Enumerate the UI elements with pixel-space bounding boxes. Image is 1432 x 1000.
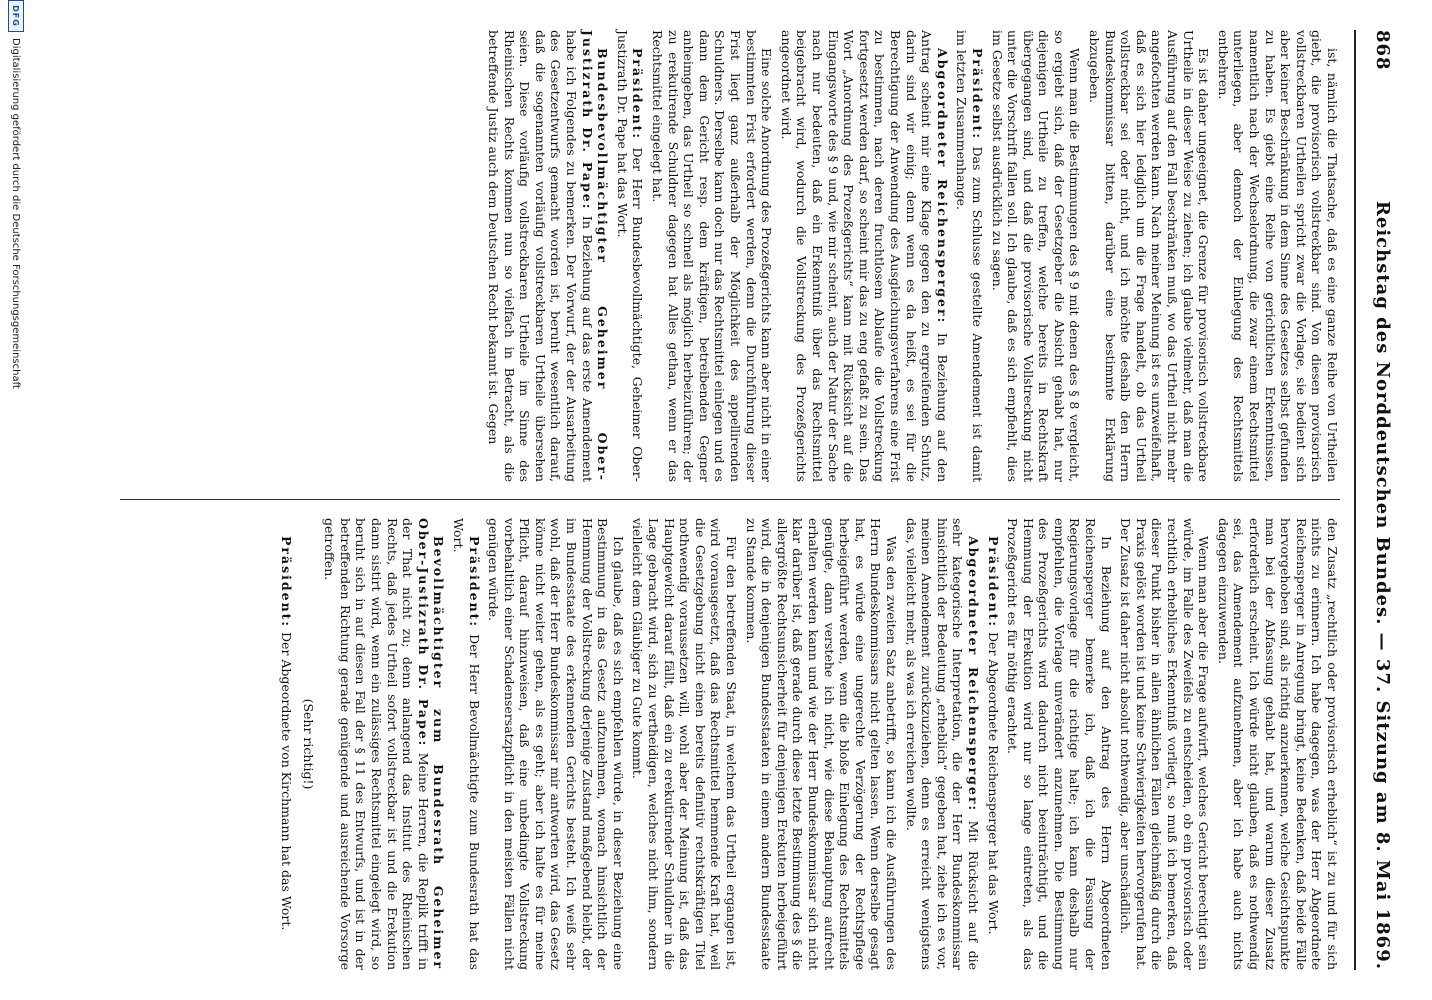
speaker-name: Präsident: <box>279 536 294 629</box>
speaker-paragraph: Präsident: Der Abgeordnete Reichensperger hat das Wort. <box>985 536 1001 935</box>
speaker-paragraph: Präsident: Der Abgeordnete von Kirchmann hat das Wort. <box>279 536 294 931</box>
speaker-name: Abgeordneter Reichensperger: <box>934 48 950 325</box>
speaker-name: Bundesbevollmächtigter Geheimer Ober-Justizrath Dr. Pape: <box>579 30 611 482</box>
page-number: 868 <box>1372 30 1394 71</box>
dfg-logo-icon: DFG <box>8 0 24 32</box>
page-header <box>1354 30 1410 970</box>
paragraph: In Beziehung auf den Antrag des Herrn Abgeordneten Reichensperger bemerke ich, daß ich die Fassung der Regierungsvorlage für die richtige halte; ich kann deshalb nur empfehlen, die Vorlage unverändert anzunehmen. Die Bestimmung des Prozeßgerichts wird dadurch nicht beeinträchtigt, und die Hemmung der Erekution wird nur so lange eintreten, als das Prozeßgericht es für nöthig erachtet. <box>1005 518 1114 970</box>
running-title: Reichstag des Norddeutschen Bundes. — 37. Sitzung am 8. Mai 1869. <box>1372 200 1394 970</box>
speaker-name: Präsident: <box>466 536 482 629</box>
speaker-name: Bevollmächtigter zum Bundesrath Geheimer Ober-Justizrath Dr. Pape: <box>415 518 447 970</box>
paragraph: den Zusatz „rechtlich oder provisorisch erheblich“ ist zu und für sich nichts zu erinnern. Ich habe dagegen, was der Herr Abgeordnete Reichensperger in Anregung bringt, keine Bedenken, daß beide Fälle hervorgehoben sind, als richtig anzuerkennen, welche Gesichtspunkte man bei der Abfassung gehabt hat, und warum dieser Zusatz erforderlich erscheint. Ich würde nicht glauben, daß es nothwendig sei, das Amendement aufzunehmen, aber ich habe auch nichts dagegen einzuwenden. <box>1215 518 1340 970</box>
speaker-paragraph: Abgeordneter Reichensperger: In Beziehung auf den Antrag scheint mir eine Klage gegen den zu ergreifenden Schutz, darin sind wir einig; denn wenn es da heißt, es sei für die Berechtigung der Anwendung des Ausgleichungsverfahrens eine Frist zu bestimmen, nach deren fruchtlosem Ablaufe die Vollstreckung fortgesetzt werden darf, so scheint mir das zu eng gefaßt zu sein. Das Wort „Anordnung des Prozeßgerichts“ kann mit Rücksicht auf die Eingangsworte des § 9 und, wie mir scheint, auch der Natur der Sache nach nur bedeuten, daß ein Erkenntniß über das Rechtsmittel beigebracht wird, wodurch die Vollstreckung des Prozeßgerichts angeordnet wird. <box>778 30 950 482</box>
paragraph: Was den zweiten Satz anbetrifft, so kann ich die Ausführungen des Herrn Bundeskommissars nicht gelten lassen. Wenn derselbe gesagt hat, es würde eine ungerechte Verzögerung der Rechtspflege herbeigeführt werden, wenn die bloße Einlegung des Rechtsmittels genügte, dann verstehe ich nicht, wie diese Behauptung aufrecht erhalten werden kann und wie der Herr Bundeskommissar sich nicht klar darüber ist, daß gerade durch diese letzte Bestimmung des § die allergrößte Rechtsunsicherheit für denjenigen Erekuten herbeigeführt wird, die in denjenigen Bundesstaaten in einem andern Bundesstaate zu Stande kommen. <box>743 518 899 970</box>
speaker-paragraph: Bevollmächtigter zum Bundesrath Geheimer Ober-Justizrath Dr. Pape: Meine Herren, die Replik trifft in der That nicht zu; denn anlangend das Institut des Rheinischen Rechts, daß jedes Urtheil sofort vollstreckbar ist und die Erekution dann sistirt wird, wenn ein zulässiges Rechtsmittel eingelegt wird, so beruht sich in auf diesen Fall der § 11 des Entwurfs, und ist in der betreffenden Richtung gerade genügende und ausreichende Vorsorge getroffen. <box>322 518 447 970</box>
speaker-paragraph: Präsident: Das zum Schlusse gestellte Amendement ist damit im letzten Zusammenhange. <box>954 30 985 482</box>
speaker-paragraph: Präsident: Der Herr Bevollmächtigte zum Bundesrath hat das Wort. <box>450 518 482 970</box>
right-column <box>100 518 1340 970</box>
paragraph: Ich glaube, daß es sich empfehlen würde, in dieser Beziehung eine Bestimmung in das Gesetz aufzunehmen, wonach hinsichtlich der Hemmung der Vollstreckung derjenige Zustand maßgebend bleibt, der im Bundesstaate des erkennenden Gerichts besteht. Ich weiß sehr wohl, daß der Herr Bundeskommissar mir antworten wird, das Gesetz könne nicht weiter gehen, als es geht; aber ich halte es für meine Pflicht, darauf hinzuweisen, daß eine unbedingte Vollstreckung vorbehaltlich einer Schadensersatzpflicht in den meisten Fällen nicht genügen würde. <box>486 518 626 970</box>
speaker-paragraph: Präsident: Der Herr Bundesbevollmächtigte, Geheimer Ober-Justizrath Dr. Pape hat das Wort. <box>614 30 646 482</box>
paragraph: Für den betreffenden Staat, in welchem das Urtheil ergangen ist, wird vorausgesetzt, daß das Rechtsmittel hemmende Kraft hat, weil die Gesetzgebung nicht einen bereits definitiv rechtskräftigen Titel nothwendig voraussetzen will, wohl aber der Meinung ist, daß das Hauptgewicht darauf fällt, daß ein zu erekutirender Schuldner in die Lage gebracht wird, sich zu vertheidigen, welches nicht ihm, sondern vielleicht dem Gläubiger zu Gute kommt. <box>630 518 740 970</box>
digitization-credit <box>5 0 27 1000</box>
speaker-name: Präsident: <box>985 536 1001 629</box>
paragraph: Wenn man aber die Frage aufwirft, welches Gericht berechtigt sein würde, im Falle des Zweifels zu entscheiden, ob ein provisorisch oder rechtlich erhebliches Erkenntniß vorliegt, so muß ich bemerken, daß dieser Punkt bisher in allen ähnlichen Fällen gleichmäßig durch die Praxis gelöst worden ist und keine Schwierigkeiten hervorgerufen hat. Der Zusatz ist daher nicht absolut nothwendig, aber unschädlich. <box>1118 518 1212 970</box>
paragraph: Eine solche Anordnung des Prozeßgerichts kann aber nicht in einer bestimmten Frist erfordert werden, denn die Durchführung dieser Frist liegt ganz außerhalb der Möglichkeit des appellirenden Schuldners. Derselbe kann doch nur das Rechtsmittel einlegen und es dann dem Gericht resp. dem kräftigen, betreibenden Gegner anheimgeben, das Urtheil so schnell als möglich herbeizuführen; der zu erekutirende Schuldner dagegen hat Alles gethan, wenn er das Rechtsmittel eingelegt hat. <box>650 30 775 482</box>
paragraph: Es ist daher ungeeignet, die Grenze für provisorisch vollstreckbare Urtheile in dieser Weise zu ziehen; ich glaube vielmehr, daß man die Ausführung auf den Fall beschränken muß, wo das Urtheil nicht mehr angefochten werden kann. Nach meiner Meinung ist es unzweifelhaft, daß es sich hier lediglich um die Frage handelt, ob das Urtheil vollstreckbar sei oder nicht, und ich möchte deshalb den Herrn Bundeskommissar bitten, darüber eine bestimmte Erklärung abzugeben. <box>1087 30 1212 482</box>
speaker-paragraph: Bundesbevollmächtigter Geheimer Ober-Justizrath Dr. Pape: In Beziehung auf das erste Amendement habe ich Folgendes zu bemerken. Der Vorwurf, der der Ausarbeitung des Gesetzentwurfs gemacht worden ist, beruht wesentlich darauf, daß die sogenannten vorläufig vollstreckbaren Urtheile übersehen seien. Diese vorläufig vollstreckbaren Urtheile im Sinne des Rheinischen Rechts kommen nun so vielfach in Betracht, als die betreffende Justiz auch dem Deutschen Recht bekannt ist. Gegen <box>486 30 611 482</box>
speaker-name: Präsident: <box>630 48 646 141</box>
credit-text: Digitalisierung gefördert durch die Deutsche Forschungsgemeinschaft <box>10 38 22 389</box>
interjection: (Sehr richtig!) <box>300 698 316 790</box>
left-column <box>100 30 1340 482</box>
speaker-paragraph: Abgeordneter Reichensperger: Mit Rücksicht auf die sehr kategorische Interpretation, die der Herr Bundeskommissar hinsichtlich der Bedeutung „erheblich“ gegeben hat, ziehe ich es vor, meinen Amendement zurückzuziehen, denn es erreicht wenigstens das, vielleicht mehr, als was ich erreichen wollte. <box>903 518 981 970</box>
speaker-name: Abgeordneter Reichensperger: <box>965 536 981 813</box>
speaker-name: Präsident: <box>969 48 985 141</box>
paragraph: Wenn man die Bestimmungen des § 9 mit denen des § 8 vergleicht, so ergiebt sich, daß der Gesetzgeber die Absicht gehabt hat, nur diejenigen Urtheile zu treffen, welche bereits in Rechtskraft übergegangen sind, und daß die provisorische Vollstreckung nicht unter die Vorschrift fallen soll. Ich glaube, daß es sich empfiehlt, dies im Gesetze selbst ausdrücklich zu sagen. <box>989 30 1083 482</box>
column-divider <box>120 499 1340 500</box>
paragraph: ist, nämlich die Thatsache, daß es eine ganze Reihe von Urtheilen giebt, die provisorisch vollstreckbar sind. Von diesen provisorisch vollstreckbaren Urtheilen spricht zwar die Vorlage, sie bedient sich aber keiner Beschränkung in dem Sinne des Gesetzes selbst gefunden zu haben. Es giebt eine Reihe von gerichtlichen Erkenntnissen, namentlich nach der Wechselordnung, die zwar einem Rechtsmittel unterliegen, aber dennoch der Einlegung des Rechtsmittels entbehren. <box>1215 30 1340 482</box>
